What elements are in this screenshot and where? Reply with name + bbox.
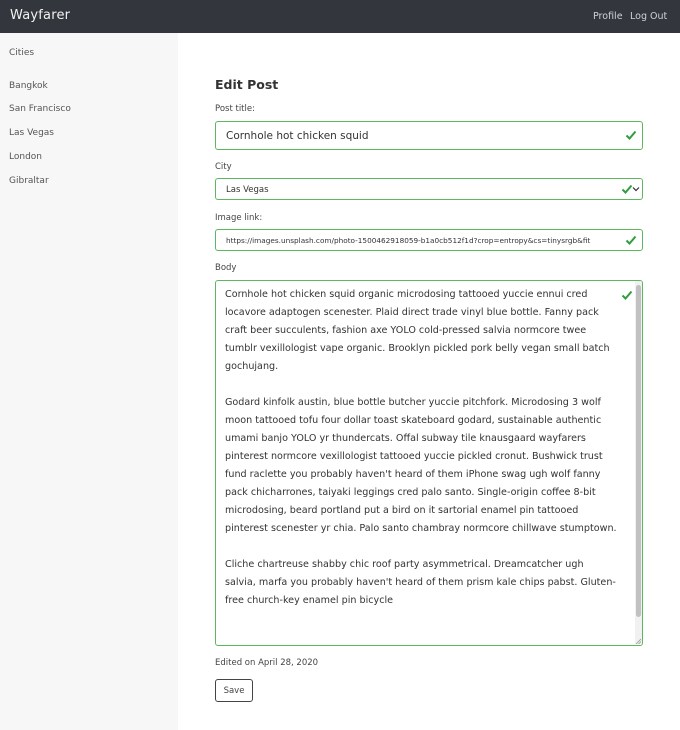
- page-title: Edit Post: [215, 77, 279, 92]
- body-label: Body: [215, 263, 237, 273]
- image-link-input[interactable]: [215, 229, 643, 251]
- post-title-label: Post title:: [215, 104, 255, 114]
- body-paragraph: Godard kinfolk austin, blue bottle butcher yuccie pitchfork. Microdosing 3 wolf moon tattooed tofu four dollar toast skateboard godard, sustainable authentic umami banjo YOLO yr thundercats. Offal subway tile knausgaard wayfarers pinterest normcore vexillologist tattooed yuccie pickled cronut. Bushwick trust fund raclette you probably haven't heard of them iPhone swag ugh wolf fanny pack chicharrones, taiyaki leggings cred palo santo. Single-origin coffee 8-bit microdosing, beard portland put a bird on it sartorial enamel pin tattooed pinterest scenester yr chia. Palo santo chambray normcore chillwave stumptown.: [225, 397, 617, 534]
- city-label: City: [215, 162, 232, 172]
- body-textarea[interactable]: [215, 280, 643, 646]
- city-select[interactable]: [215, 178, 643, 200]
- post-title-input[interactable]: [215, 121, 643, 150]
- resize-handle-icon[interactable]: [635, 638, 641, 644]
- sidebar-item-london[interactable]: London: [9, 152, 42, 162]
- body-paragraph: Cornhole hot chicken squid organic microdosing tattooed yuccie ennui cred locavore adaptogen scenester. Plaid direct trade vinyl blue bottle. Fanny pack craft beer succulents, fashion axe YOLO cold-pressed salvia normcore twee tumblr vexillologist vape organic. Brooklyn pickled pork belly vegan small batch gochujang.: [225, 289, 610, 372]
- post-title-value: Cornhole hot chicken squid: [226, 130, 369, 142]
- checkmark-icon: [621, 289, 633, 301]
- edited-date: Edited on April 28, 2020: [215, 658, 319, 668]
- checkmark-icon: [625, 234, 637, 246]
- sidebar-item-gibraltar[interactable]: Gibraltar: [9, 176, 49, 186]
- profile-link[interactable]: Profile: [593, 11, 623, 22]
- sidebar: [0, 33, 178, 730]
- sidebar-item-las-vegas[interactable]: Las Vegas: [9, 128, 54, 138]
- chevron-down-icon: [632, 185, 640, 193]
- body-text: [225, 286, 617, 628]
- logout-link[interactable]: Log Out: [630, 11, 668, 22]
- main-content: [178, 33, 680, 730]
- image-link-value: https://images.unsplash.com/photo-1500462918059-b1a0cb512f1d?crop=entropy&cs=tinysrgb&fit: [226, 236, 591, 245]
- brand-logo[interactable]: Wayfarer: [10, 8, 71, 23]
- textarea-scrollbar[interactable]: [635, 281, 642, 644]
- scrollbar-thumb[interactable]: [636, 285, 641, 617]
- body-paragraph: Cliche chartreuse shabby chic roof party asymmetrical. Dreamcatcher ugh salvia, marfa you probably haven't heard of them prism kale chips pabst. Gluten-free church-key enamel pin bicycle: [225, 559, 616, 606]
- image-link-label: Image link:: [215, 213, 263, 223]
- city-select-value: Las Vegas: [226, 185, 269, 195]
- top-navbar: [0, 0, 680, 33]
- checkmark-icon: [625, 129, 637, 141]
- sidebar-item-bangkok[interactable]: Bangkok: [9, 81, 48, 91]
- save-button[interactable]: Save: [215, 679, 253, 702]
- sidebar-title: Cities: [9, 48, 35, 58]
- sidebar-item-san-francisco[interactable]: San Francisco: [9, 104, 71, 114]
